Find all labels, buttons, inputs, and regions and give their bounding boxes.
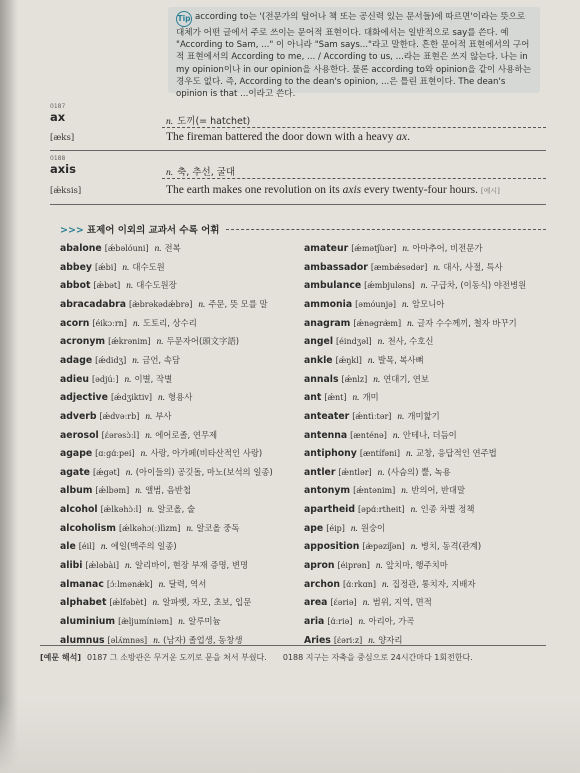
vocab-part-of-speech: n. [352, 393, 360, 404]
vocab-item [304, 596, 432, 608]
vocab-word: area [304, 597, 328, 609]
vocab-item [60, 559, 248, 571]
vocab-part-of-speech: n. [375, 561, 383, 572]
footer-sentence-1: 0187 그 소방관은 무거운 도끼로 문을 쳐서 부쉈다. [87, 653, 267, 662]
vocab-part-of-speech: n. [350, 523, 358, 534]
vocab-meaning: 발목, 복사뼈 [377, 354, 424, 365]
entry-meaning [166, 164, 235, 178]
vocab-pronunciation: [ɑ́ːriə] [327, 617, 353, 626]
vocab-part-of-speech: n. [145, 430, 153, 441]
vocab-meaning: 부사 [155, 410, 172, 421]
vocab-item [60, 354, 180, 366]
vocab-item [60, 335, 239, 347]
example-sentence [166, 131, 410, 143]
vocab-part-of-speech: n. [401, 486, 409, 497]
footer-sentence-2: 0188 지구는 자축을 중심으로 24시간마다 1회전한다. [282, 653, 473, 662]
vocab-word: anagram [304, 317, 351, 329]
vocab-meaning: 알파벳, 자모, 초보, 입문 [162, 597, 252, 608]
example-text: The fireman battered the door down with a heavy [166, 131, 394, 143]
vocab-meaning: 알코올 중독 [196, 522, 240, 533]
vocab-pronunciation: [ǽləbài] [85, 561, 120, 571]
part-of-speech: n. [166, 117, 174, 127]
vocab-pronunciation: [æntífəni] [359, 449, 400, 459]
vocab-part-of-speech: n. [362, 598, 370, 609]
footer-label: [예문 해석] [40, 653, 82, 662]
vocab-part-of-speech: n. [382, 579, 389, 590]
vocab-meaning: 아마추어, 비전문가 [412, 243, 483, 253]
vocab-item [60, 298, 268, 310]
vocab-item [304, 503, 474, 515]
vocab-meaning: 대사, 사절, 특사 [443, 261, 503, 272]
vocab-meaning: (남자) 졸업생, 동창생 [163, 634, 243, 645]
vocab-pronunciation: [æ̀pəzíʃən] [362, 542, 405, 552]
vocab-part-of-speech: n. [358, 617, 366, 627]
vocab-pronunciation: [ǽgət] [92, 467, 120, 477]
vocab-pronunciation: [ǽbi] [94, 262, 117, 272]
vocab-meaning: 달력, 역서 [168, 578, 207, 589]
vocab-word: anteater [304, 410, 350, 422]
vocab-word: ambulance [304, 280, 362, 292]
vocab-item [304, 261, 503, 273]
vocab-part-of-speech: n. [124, 374, 132, 385]
section-arrows: >>> [60, 225, 84, 236]
vocab-word: acorn [60, 317, 90, 329]
vocab-part-of-speech: n. [122, 262, 130, 273]
vocab-word: ape [304, 522, 324, 534]
vocab-pronunciation: [ǽdvəːrb] [99, 411, 140, 421]
vocab-meaning: 양자리 [378, 634, 403, 645]
vocab-meaning: 교창, 응답적인 연주법 [415, 448, 497, 459]
vocab-part-of-speech: n. [153, 635, 161, 646]
vocab-word: almanac [60, 578, 104, 590]
vocab-item [304, 317, 517, 329]
tip-text: according to는 '(전문가의 털어나 책 또는 공신력 있는 문서들)에 따르면'이라는 뜻으로 대체가 어떤 글에서 주로 쓰이는 문어적 표현이다. 대화에서는 일반적으로 say를 쓴다. 예 "According to Sam, ..." 이 아니라 "Sam says..."라고 말한다. 흔한 문어적 표현에서의 구어적 표현에서의 According to me, ... / According to us, ...라는 표현은 쓰지 않는다. 나는 in my opinion이나 in our opinion을 사용한다. 물론 according to와 opinion을 같이 사용하는 경우도 없다. 즉, According to the dean's opinion, ...은 틀린 표현이다. The dean's opinion is that ...이라고 쓴다. [176, 12, 532, 100]
example-text: The earth makes one revolution on its [166, 184, 340, 196]
vocab-word: antiphony [304, 448, 357, 460]
vocab-word: abbot [60, 280, 91, 292]
vocab-meaning: 금언, 속담 [142, 354, 180, 365]
footer-separator [40, 645, 546, 646]
meaning-text: 축, 추선, 굴대 [177, 167, 236, 178]
vocab-word: ambassador [304, 261, 368, 273]
vocab-pronunciation: [əpɑ́ːrtheit] [358, 505, 405, 515]
headword: ax [50, 110, 66, 124]
vocab-pronunciation: [éip] [326, 523, 345, 533]
vocab-item [60, 429, 217, 441]
vocab-pronunciation: [ǽntənim] [353, 486, 396, 496]
vocab-word: abbey [60, 261, 92, 273]
vocab-meaning: 알루미늄 [188, 616, 221, 626]
vocab-part-of-speech: n. [377, 337, 385, 348]
vocab-item [304, 391, 379, 403]
vocab-pronunciation: [ɛ́ərəsɔ̀ːl] [101, 430, 140, 440]
vocab-item [60, 242, 181, 254]
vocab-word: archon [304, 578, 340, 590]
vocab-part-of-speech: n. [407, 318, 415, 329]
vocab-word: amateur [304, 243, 349, 254]
vocab-pronunciation: [éindʒəl] [336, 337, 372, 347]
vocab-item [304, 373, 429, 385]
vocab-meaning: 암모니아 [412, 298, 445, 309]
meaning-text: 도끼(= hatchet) [177, 116, 251, 127]
vocab-part-of-speech: n. [125, 561, 132, 572]
vocab-pronunciation: [éil] [78, 542, 95, 552]
vocab-item [304, 335, 433, 347]
vocab-item [60, 279, 177, 291]
example-sentence [166, 184, 500, 196]
vocab-item [304, 634, 403, 646]
vocab-part-of-speech: n. [433, 262, 441, 273]
vocab-meaning: 사랑, 아가페(비타산적인 사랑) [150, 448, 263, 459]
vocab-part-of-speech: n. [132, 355, 140, 366]
vocab-item [60, 261, 165, 273]
vocab-item [60, 596, 251, 608]
vocab-pronunciation: [ǽbət] [93, 281, 121, 291]
vocab-meaning: 글자 수수께끼, 철자 바꾸기 [417, 317, 517, 328]
vocab-meaning: (사슴의) 뿔, 녹용 [387, 466, 451, 477]
vocab-item [60, 503, 195, 515]
vocab-part-of-speech: n. [152, 598, 160, 609]
vocab-pronunciation: [ǽmbjuləns] [364, 281, 415, 291]
vocab-meaning: 집정관, 통치자, 지배자 [392, 578, 476, 589]
vocab-part-of-speech: n. [392, 430, 400, 441]
vocab-meaning: 전복 [164, 243, 181, 253]
vocab-item [304, 540, 481, 552]
vocab-pronunciation: [ɔ́ːlmənæ̀k] [106, 579, 153, 589]
vocab-item [60, 391, 192, 403]
vocab-pronunciation: [ədjúː] [92, 374, 119, 384]
vocab-pronunciation: [ɛ́əriə] [330, 598, 357, 608]
vocab-meaning: 주문, 뜻 모를 말 [208, 298, 268, 309]
vocab-part-of-speech: n. [420, 281, 428, 292]
vocab-word: alumnus [60, 634, 105, 646]
pronunciation: [æks] [50, 133, 75, 143]
vocab-part-of-speech: n. [178, 617, 186, 627]
vocab-item [304, 466, 451, 478]
vocab-part-of-speech: n. [140, 449, 148, 460]
vocab-word: Aries [304, 634, 331, 646]
vocab-meaning: 에어로졸, 연무제 [155, 429, 218, 440]
vocab-word: agape [60, 448, 93, 460]
entry-separator [50, 204, 546, 205]
vocab-pronunciation: [ɛ́əriːz] [333, 635, 363, 645]
vocab-item [304, 447, 497, 459]
vocab-item [60, 373, 172, 385]
vocab-meaning: (아이들의) 공깃돌, 마노(보석의 일종) [135, 466, 273, 477]
vocab-meaning: 알코올, 술 [157, 504, 196, 515]
example-keyword: ax [396, 131, 408, 143]
pronunciation: [ǽksis] [50, 186, 82, 196]
vocab-word: adieu [60, 373, 90, 385]
section-divider [226, 229, 546, 230]
vocab-part-of-speech: n. [405, 449, 413, 460]
vocab-word: antler [304, 466, 336, 478]
vocab-part-of-speech: n. [158, 579, 166, 590]
section-title: 표제어 이외의 교과서 수록 어휘 [86, 225, 220, 236]
tip-icon: Tip [176, 11, 192, 27]
vocab-part-of-speech: n. [186, 523, 194, 534]
vocab-part-of-speech: n. [147, 505, 155, 516]
vocab-word: antonym [304, 485, 351, 497]
vocab-word: abracadabra [60, 298, 127, 310]
vocab-word: ale [60, 541, 76, 553]
vocab-item [60, 615, 221, 627]
vocab-item [304, 410, 440, 422]
example-end: every twenty-four hours. [361, 184, 479, 196]
vocab-item [60, 410, 172, 422]
vocab-meaning: 개미핥기 [407, 410, 440, 421]
example-keyword: axis [342, 184, 362, 196]
vocab-meaning: 병치, 동격(관계) [420, 541, 482, 552]
vocab-pronunciation: [ǽŋkl] [335, 355, 362, 365]
vocab-word: ant [304, 392, 322, 404]
vocab-pronunciation: [əlʌ́mnəs] [107, 635, 148, 645]
vocab-part-of-speech: n. [368, 635, 376, 646]
vocab-meaning: 앨범, 음반첩 [145, 485, 191, 496]
vocab-part-of-speech: n. [132, 318, 140, 329]
vocab-meaning: 천사, 수호신 [387, 336, 434, 347]
vocab-pronunciation: [ǽkrənim] [108, 337, 151, 347]
vocab-pronunciation: [ǽlkəhɔ(ː)lìzm] [118, 523, 181, 533]
vocab-part-of-speech: n. [410, 542, 418, 553]
vocab-part-of-speech: n. [135, 486, 143, 497]
vocab-pronunciation: [ɑ́ːrkɑn] [343, 579, 377, 589]
vocab-word: agate [60, 466, 90, 478]
vocab-part-of-speech: n. [377, 467, 385, 478]
vocab-pronunciation: [ǽnəgræ̀m] [353, 318, 402, 328]
vocab-pronunciation: [ǽnlz] [341, 374, 368, 384]
vocab-part-of-speech: n. [126, 281, 134, 292]
vocab-meaning: 앞치마, 행주치마 [385, 560, 448, 571]
vocab-pronunciation: [ǽlkəhɔ̀ːl] [100, 505, 142, 515]
vocab-item [60, 540, 177, 552]
vocab-part-of-speech: n. [397, 411, 405, 422]
vocab-pronunciation: [ǽmətʃùər] [351, 244, 397, 253]
vocab-meaning: 연대기, 연보 [383, 373, 429, 384]
vocab-pronunciation: [ǽntlər] [338, 467, 372, 477]
vocab-item [304, 298, 444, 310]
vocab-pronunciation: [ɑːgɑ́ːpei] [95, 449, 135, 459]
usage-tip-box [168, 7, 540, 100]
vocab-item [60, 447, 262, 459]
vocab-meaning: 에일(맥주의 일종) [110, 541, 177, 552]
vocab-meaning: 범위, 지역, 면적 [372, 597, 432, 608]
vocab-word: alcohol [60, 504, 98, 516]
vocab-word: annals [304, 373, 339, 385]
vocab-word: alcoholism [60, 522, 116, 534]
vocab-pronunciation: [ænténə] [350, 430, 387, 440]
vocab-meaning: 원숭이 [360, 522, 386, 533]
vocab-item [60, 522, 239, 534]
vocab-word: apartheid [304, 504, 355, 516]
vocab-word: adverb [60, 410, 97, 422]
vocab-part-of-speech: n. [156, 337, 164, 348]
vocab-item [304, 242, 482, 254]
vocab-word: adjective [60, 392, 108, 404]
headword: axis [50, 162, 76, 176]
vocab-part-of-speech: n. [402, 299, 410, 310]
vocab-word: antenna [304, 429, 348, 441]
vocab-meaning: 이별, 작별 [134, 373, 173, 384]
divider [162, 178, 546, 179]
vocab-word: apposition [304, 541, 360, 553]
vocab-word: aria [304, 616, 325, 627]
vocab-item [304, 559, 448, 571]
vocab-word: acronym [60, 336, 106, 348]
vocab-part-of-speech: n. [158, 393, 166, 404]
vocab-part-of-speech: n. [125, 467, 133, 478]
vocab-part-of-speech: n. [367, 355, 375, 366]
vocab-word: angel [304, 336, 334, 348]
vocab-word: adage [60, 354, 93, 366]
vocab-meaning: 반의어, 반대말 [411, 485, 466, 496]
vocab-word: aluminium [60, 616, 116, 627]
example-end: . [407, 131, 410, 143]
vocab-item [304, 484, 465, 496]
vocab-part-of-speech: n. [145, 411, 153, 422]
vocab-item [304, 578, 475, 590]
vocab-pronunciation: [éiprən] [337, 561, 370, 571]
vocab-pronunciation: [ǽdʒiktiv] [110, 393, 153, 403]
vocab-word: apron [304, 560, 335, 572]
vocab-pronunciation: [éikɔːrn] [92, 318, 127, 328]
example-tag: [예시] [480, 187, 500, 195]
vocab-item [304, 522, 385, 534]
vocab-pronunciation: [ǽlbəm] [95, 486, 130, 496]
divider [162, 127, 546, 128]
vocab-pronunciation: [æ̀ljumíniəm] [118, 617, 173, 626]
vocab-item [60, 466, 273, 478]
vocab-word: aerosol [60, 429, 99, 441]
vocab-pronunciation: [əmóunjə] [355, 299, 397, 309]
vocab-part-of-speech: n. [198, 299, 206, 310]
vocab-word: ammonia [304, 298, 353, 310]
vocab-item [304, 354, 424, 366]
vocab-word: ankle [304, 354, 333, 366]
section-header [60, 222, 219, 236]
vocab-meaning: 도토리, 상수리 [142, 317, 197, 328]
entry-meaning [166, 113, 250, 127]
vocab-meaning: 안테나, 더듬이 [402, 429, 457, 440]
entry-separator [50, 150, 546, 151]
vocab-part-of-speech: n. [410, 505, 418, 516]
vocab-meaning: 두문자어(頭文字語) [166, 336, 239, 347]
vocab-item [304, 615, 414, 627]
vocab-meaning: 형용사 [168, 392, 193, 403]
vocab-item [60, 484, 191, 496]
vocab-part-of-speech: n. [402, 244, 410, 254]
vocab-item [304, 429, 457, 441]
vocab-pronunciation: [ǽntìːtər] [352, 411, 392, 421]
vocab-meaning: 알리바이, 현장 부재 증명, 변명 [135, 560, 249, 571]
example-translation-footer [40, 652, 473, 663]
entry-number: 0187 [50, 103, 66, 110]
vocab-item [60, 634, 242, 646]
vocab-word: alphabet [60, 597, 107, 609]
vocab-meaning: 대수도원 [132, 261, 165, 272]
vocab-item [60, 317, 197, 329]
vocab-pronunciation: [ǽnt] [324, 393, 347, 403]
vocab-meaning: 아리아, 가곡 [368, 616, 415, 626]
vocab-part-of-speech: n. [100, 542, 108, 553]
vocab-item [304, 279, 526, 291]
vocab-meaning: 대수도원장 [136, 280, 177, 291]
vocab-meaning: 구급차, (이동식) 야전병원 [430, 280, 527, 291]
entry-number: 0188 [50, 155, 66, 162]
vocab-word: album [60, 485, 93, 497]
vocab-part-of-speech: n. [373, 374, 381, 385]
vocab-pronunciation: [æmbǽsədər] [370, 262, 428, 272]
vocab-pronunciation: [æ̀brəkədǽbrə] [129, 299, 193, 309]
page-binding-shadow [0, 0, 18, 773]
vocab-item [60, 578, 206, 590]
vocab-meaning: 개미 [362, 392, 379, 403]
vocab-pronunciation: [ǽbəlóuni] [104, 244, 149, 253]
page-bottom-margin [0, 700, 580, 773]
vocab-part-of-speech: n. [154, 244, 162, 254]
vocab-word: alibi [60, 560, 83, 572]
vocab-pronunciation: [ǽlfəbèt] [109, 598, 147, 608]
vocab-pronunciation: [ǽdidʒ] [95, 355, 127, 365]
vocab-meaning: 인종 차별 정책 [420, 504, 475, 515]
part-of-speech: n. [166, 168, 174, 178]
vocab-word: abalone [60, 243, 102, 254]
